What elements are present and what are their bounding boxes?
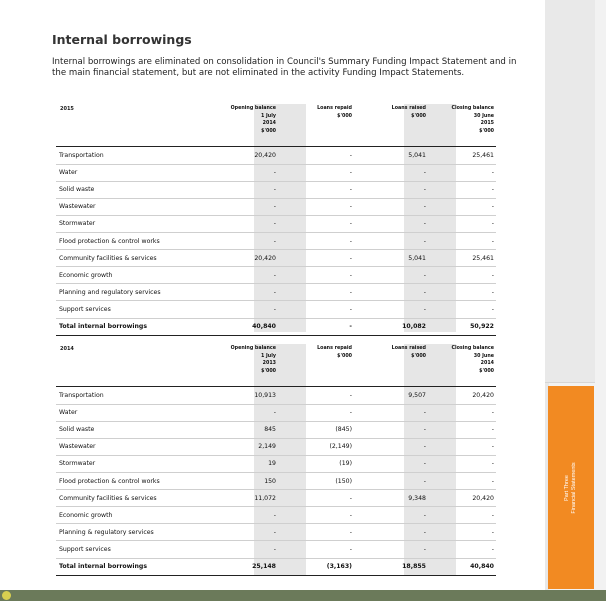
cell-closing: -	[491, 220, 494, 228]
cell-repaid: (19)	[339, 460, 352, 468]
column-header-opening: $'000	[261, 128, 276, 134]
total-closing: 40,840	[470, 563, 494, 570]
table-row	[56, 541, 496, 558]
row-label: Support services	[59, 305, 111, 313]
table-row	[56, 147, 496, 164]
table-row	[56, 233, 496, 250]
section-tab[interactable]	[548, 386, 594, 589]
cell-repaid: (845)	[335, 426, 352, 434]
cell-raised: -	[423, 237, 426, 245]
total-opening: 40,840	[252, 323, 276, 330]
total-row	[56, 558, 496, 575]
cell-repaid: -	[349, 305, 352, 313]
cell-repaid: -	[349, 220, 352, 228]
row-label: Economic growth	[59, 511, 113, 519]
column-header-opening: 2013	[262, 361, 276, 366]
header-divider	[56, 386, 496, 387]
app-icon[interactable]	[2, 591, 11, 600]
row-label: Flood protection & control works	[59, 237, 160, 245]
cell-repaid: -	[349, 271, 352, 279]
row-label: Planning & regulatory services	[59, 528, 154, 536]
cell-closing: -	[491, 409, 494, 417]
cell-repaid: -	[349, 528, 352, 536]
cell-raised: -	[423, 460, 426, 468]
cell-closing: -	[491, 288, 494, 296]
cell-raised: -	[423, 203, 426, 211]
total-closing: 50,922	[470, 323, 494, 330]
cell-raised: -	[423, 477, 426, 485]
cell-opening: 19	[268, 460, 276, 468]
cell-opening: -	[273, 528, 276, 536]
header-divider	[56, 146, 496, 147]
cell-raised: -	[423, 186, 426, 194]
column-header-raised: Loans raised	[391, 346, 426, 351]
column-header-closing: Closing balance	[451, 346, 494, 351]
cell-opening: -	[273, 511, 276, 519]
row-label: Community facilities & services	[59, 494, 157, 502]
cell-closing: 20,420	[472, 494, 494, 502]
column-header-repaid: $'000	[337, 353, 352, 359]
total-label: Total internal borrowings	[59, 563, 148, 570]
cell-repaid: -	[349, 152, 352, 159]
cell-raised: -	[423, 271, 426, 279]
row-label: Transportation	[59, 392, 104, 399]
cell-repaid: -	[349, 392, 352, 399]
row-label: Water	[59, 409, 78, 417]
column-header-raised: $'000	[411, 113, 426, 119]
cell-raised: -	[423, 169, 426, 177]
column-header-opening: 1 July	[261, 113, 276, 119]
total-repaid: (3,163)	[326, 563, 352, 570]
column-header-repaid: Loans repaid	[317, 106, 352, 111]
cell-opening: -	[273, 271, 276, 279]
cell-raised: -	[423, 305, 426, 313]
total-repaid: -	[349, 323, 352, 330]
cell-closing: -	[491, 477, 494, 485]
borrowings-table-2014	[56, 344, 496, 576]
cell-repaid: -	[349, 545, 352, 553]
cell-raised: -	[423, 545, 426, 553]
column-header-raised: Loans raised	[391, 106, 426, 111]
cell-repaid: -	[349, 186, 352, 194]
cell-opening: -	[273, 169, 276, 177]
cell-raised: 5,041	[408, 254, 426, 262]
cell-repaid: (150)	[335, 477, 352, 485]
cell-closing: -	[491, 443, 494, 451]
table-row	[56, 421, 496, 438]
cell-repaid: -	[349, 409, 352, 417]
table-row	[56, 473, 496, 490]
cell-opening: -	[273, 288, 276, 296]
cell-closing: -	[491, 169, 494, 177]
total-opening: 25,148	[252, 563, 276, 570]
column-header-closing: Closing balance	[451, 106, 494, 111]
cell-raised: -	[423, 443, 426, 451]
row-label: Wastewater	[59, 203, 96, 211]
cell-opening: -	[273, 409, 276, 417]
table-row	[56, 250, 496, 267]
column-header-closing: 2014	[480, 361, 494, 366]
column-header-opening: Opening balance	[230, 346, 276, 351]
total-divider	[56, 335, 496, 336]
cell-opening: 20,420	[254, 254, 276, 262]
column-header-closing: 2015	[480, 121, 494, 126]
cell-closing: -	[491, 511, 494, 519]
row-label: Stormwater	[59, 220, 96, 228]
cell-closing: -	[491, 460, 494, 468]
section-tab-line1: Part Three	[564, 474, 570, 501]
column-header-opening: $'000	[261, 368, 276, 374]
cell-repaid: -	[349, 511, 352, 519]
row-label: Flood protection & control works	[59, 477, 160, 485]
page-title: Internal borrowings	[52, 32, 192, 47]
cell-closing: -	[491, 426, 494, 434]
cell-raised: -	[423, 426, 426, 434]
column-header-closing: $'000	[479, 128, 494, 134]
cell-repaid: -	[349, 203, 352, 211]
table-row	[56, 438, 496, 455]
table-year: 2014	[60, 346, 74, 352]
cell-raised: 5,041	[408, 152, 426, 159]
cell-opening: 2,149	[258, 443, 276, 451]
table-row	[56, 524, 496, 541]
column-header-opening: 2014	[262, 121, 276, 126]
table-row	[56, 404, 496, 421]
cell-opening: -	[273, 186, 276, 194]
total-row	[56, 318, 496, 335]
cell-opening: 11,072	[254, 494, 276, 502]
column-header-repaid: $'000	[337, 113, 352, 119]
section-tab-line2: Financial Statements	[571, 461, 577, 514]
cell-closing: 25,461	[472, 152, 494, 159]
cell-raised: -	[423, 220, 426, 228]
table-year: 2015	[60, 106, 74, 112]
table-row	[56, 387, 496, 404]
cell-closing: -	[491, 186, 494, 194]
borrowings-table-2015	[56, 104, 496, 332]
table-row	[56, 181, 496, 198]
table-row	[56, 455, 496, 472]
intro-paragraph: Internal borrowings are eliminated on consolidation in Council's Summary Funding Impact Statement and in the main financial statement, but are not eliminated in the activity Funding Impact Statements.	[52, 57, 517, 78]
cell-repaid: -	[349, 169, 352, 177]
total-label: Total internal borrowings	[59, 323, 148, 330]
table-row	[56, 284, 496, 301]
cell-closing: -	[491, 528, 494, 536]
table-row	[56, 198, 496, 215]
cell-raised: -	[423, 511, 426, 519]
table-row	[56, 215, 496, 232]
bottom-bar	[0, 590, 606, 601]
cell-raised: -	[423, 288, 426, 296]
cell-closing: -	[491, 271, 494, 279]
cell-repaid: -	[349, 288, 352, 296]
cell-opening: -	[273, 203, 276, 211]
cell-raised: -	[423, 528, 426, 536]
total-divider	[56, 575, 496, 576]
row-label: Wastewater	[59, 443, 96, 451]
column-header-raised: $'000	[411, 353, 426, 359]
cell-opening: 150	[264, 477, 276, 485]
cell-opening: -	[273, 237, 276, 245]
total-raised: 18,855	[402, 563, 426, 570]
cell-opening: 10,913	[254, 392, 276, 399]
cell-opening: 20,420	[254, 152, 276, 159]
row-label: Stormwater	[59, 460, 96, 468]
row-label: Solid waste	[59, 426, 95, 434]
cell-closing: 25,461	[472, 254, 494, 262]
cell-repaid: -	[349, 237, 352, 245]
column-header-opening: Opening balance	[230, 106, 276, 111]
row-label: Transportation	[59, 152, 104, 159]
cell-closing: -	[491, 305, 494, 313]
cell-opening: -	[273, 545, 276, 553]
row-label: Community facilities & services	[59, 254, 157, 262]
column-header-closing: 30 June	[473, 353, 494, 359]
cell-closing: -	[491, 237, 494, 245]
cell-repaid: -	[349, 254, 352, 262]
column-header-closing: $'000	[479, 368, 494, 374]
cell-closing: -	[491, 203, 494, 211]
column-header-closing: 30 June	[473, 113, 494, 119]
row-label: Solid waste	[59, 186, 95, 194]
table-row	[56, 507, 496, 524]
table-row	[56, 301, 496, 318]
cell-opening: 845	[264, 426, 276, 434]
cell-repaid: -	[349, 494, 352, 502]
row-label: Planning and regulatory services	[59, 288, 161, 296]
cell-repaid: (2,149)	[329, 443, 352, 451]
cell-raised: 9,507	[408, 392, 426, 399]
row-label: Support services	[59, 545, 111, 553]
cell-closing: 20,420	[472, 392, 494, 399]
cell-raised: -	[423, 409, 426, 417]
row-label: Economic growth	[59, 271, 113, 279]
row-label: Water	[59, 169, 78, 177]
cell-opening: -	[273, 305, 276, 313]
table-row	[56, 267, 496, 284]
cell-opening: -	[273, 220, 276, 228]
cell-closing: -	[491, 545, 494, 553]
table-row	[56, 490, 496, 507]
total-raised: 10,082	[402, 323, 426, 330]
cell-raised: 9,348	[408, 494, 426, 502]
column-header-repaid: Loans repaid	[317, 346, 352, 351]
table-row	[56, 164, 496, 181]
column-header-opening: 1 July	[261, 353, 276, 359]
